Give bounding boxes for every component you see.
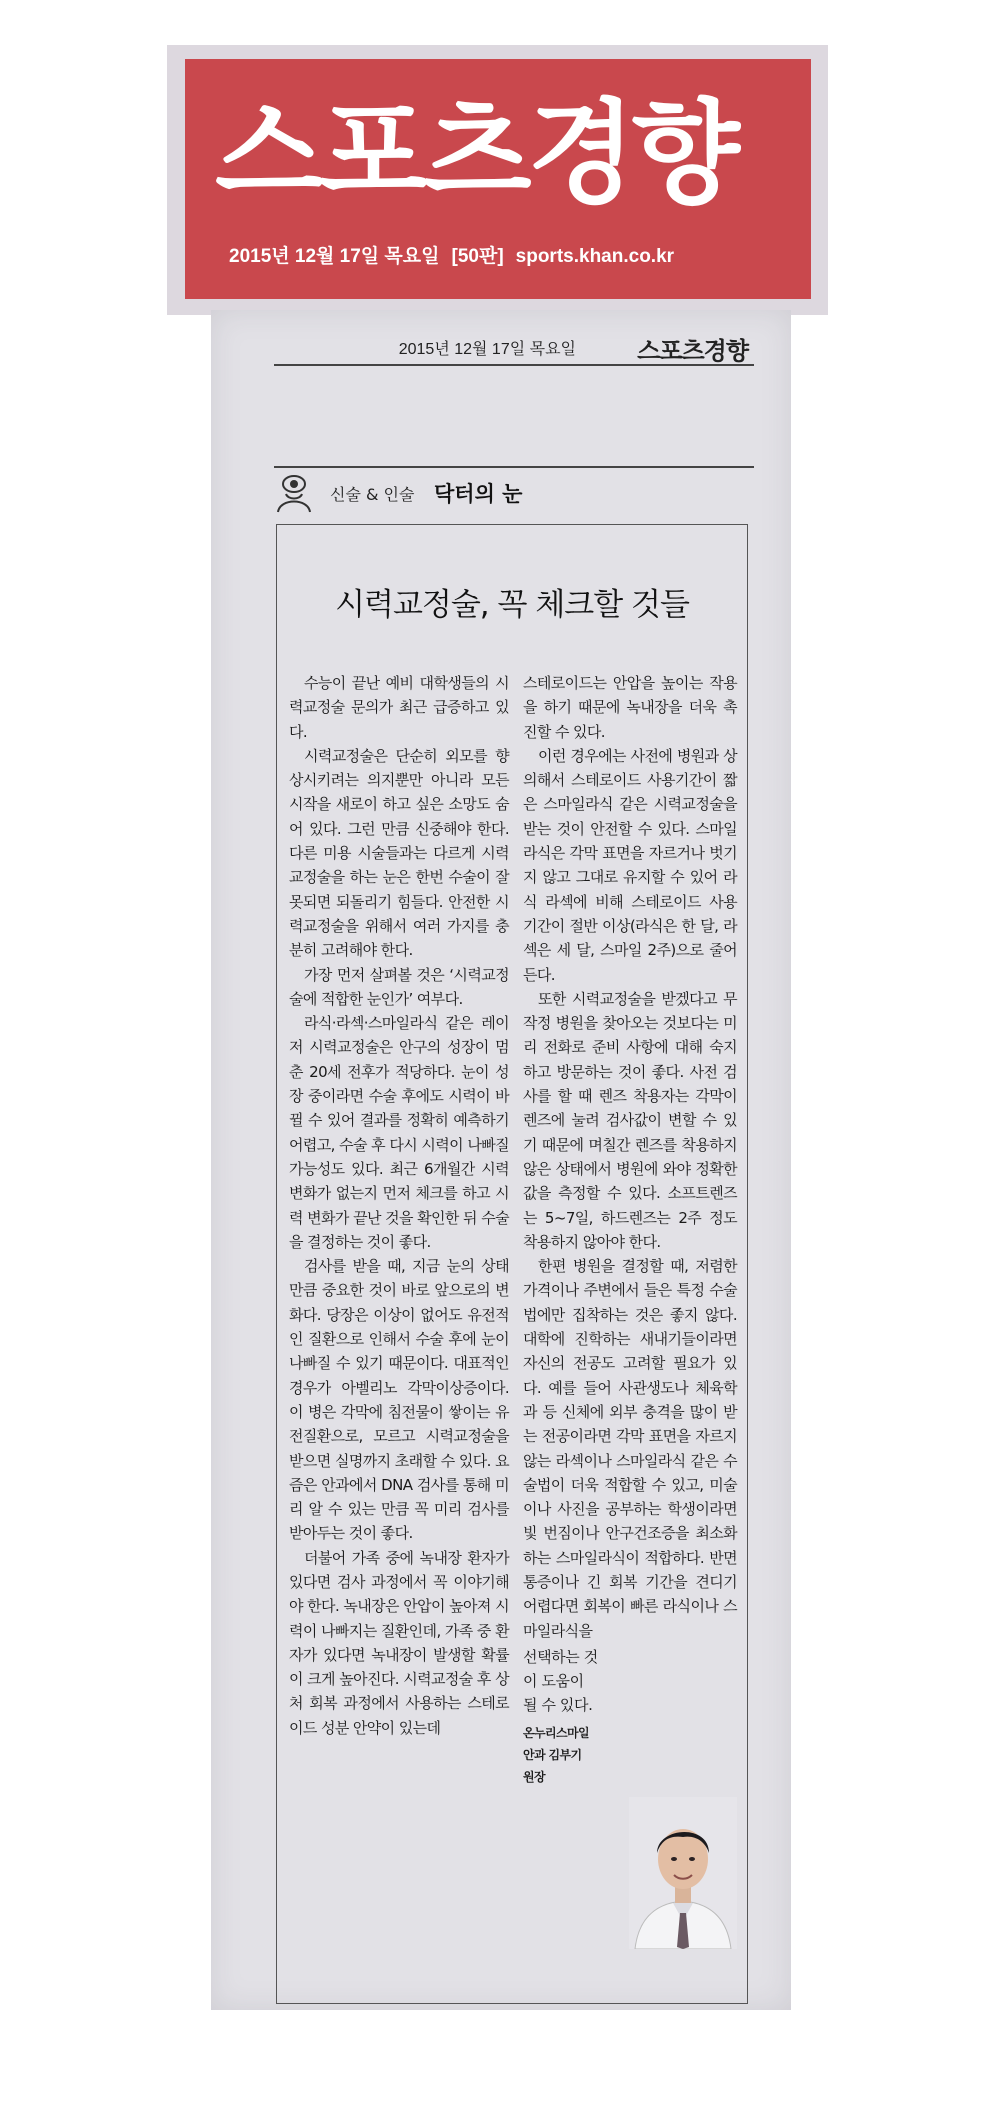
article-paragraph: 라식·라섹·스마일라식 같은 레이저 시력교정술은 안구의 성장이 멈춘 20세 전후가 적당하다. 눈이 성장 중이라면 수술 후에도 시력이 바뀔 수 있어 결과를 정확히 예측하기 어렵고, 수술 후 다시 시력이 나빠질 가능성도 있다. 최근 6개월간 시력 변화가 없는지 먼저 체크를 하고 시력 변화가 끝난 것을 확인한 뒤 수술을 결정하는 것이 좋다. (289, 1014, 509, 1251)
masthead-logo: 스포츠경향 (215, 89, 736, 219)
article-paragraph: 스테로이드는 안압을 높이는 작용을 하기 때문에 녹내장을 더욱 촉진할 수 있다. (523, 674, 737, 741)
article-paragraph: 검사를 받을 때, 지금 눈의 상태만큼 중요한 것이 바로 앞으로의 변화다. 당장은 이상이 없어도 유전적인 질환으로 인해서 수술 후에 눈이 나빠질 수 있기 때문이다. 대표적인 경우가 아벨리노 각막이상증이다. 이 병은 각막에 침전물이 쌓이는 유전질환으로, 모르고 시력교정술을 받으면 실명까지 초래할 수 있다. 요즘은 안과에서 DNA 검사를 통해 미리 알 수 있는 만큼 꼭 미리 검사를 받아두는 것이 좋다. (289, 1257, 509, 1543)
masthead-date: 2015년 12월 17일 목요일 (229, 246, 440, 267)
masthead-url: sports.khan.co.kr (515, 246, 675, 267)
eye-doctor-icon (274, 472, 314, 514)
article-headline: 시력교정술, 꼭 체크할 것들 (335, 587, 689, 623)
masthead-red-block (185, 59, 811, 299)
column-name: 닥터의 눈 (434, 482, 523, 506)
masthead-edition: [50판] (451, 246, 504, 267)
page-date: 2015년 12월 17일 목요일 (398, 341, 576, 358)
article-box (276, 524, 748, 2004)
closing-line: 선택하는 것 (523, 1647, 598, 1666)
masthead-banner (167, 45, 828, 315)
article-closing (523, 1645, 623, 1718)
article-column-right (523, 671, 737, 1788)
byline-clinic: 온누리스마일 (523, 1725, 589, 1740)
article-paragraph: 수능이 끝난 예비 대학생들의 시력교정술 문의가 최근 급증하고 있다. (289, 674, 509, 741)
article-paragraph: 또한 시력교정술을 받겠다고 무작정 병원을 찾아오는 것보다는 미리 전화로 준비 사항에 대해 숙지하고 방문하는 것이 좋다. 사전 검사를 할 때 렌즈 착용자는 각막이 렌즈에 눌려 검사값이 변할 수 있기 때문에 며칠간 렌즈를 착용하지 않은 상태에서 병원에 와야 정확한 값을 측정할 수 있다. 소프트렌즈는 5~7일, 하드렌즈는 2주 정도 착용하지 않아야 한다. (523, 989, 737, 1251)
article-paragraph: 더불어 가족 중에 녹내장 환자가 있다면 검사 과정에서 꼭 이야기해야 한다. 녹내장은 안압이 높아져 시력이 나빠지는 질환인데, 가족 중 환자가 있다면 녹내장이 발생할 확률이 크게 높아진다. 시력교정술 후 상처 회복 과정에서 사용하는 스테로이드 성분 안약이 있는데 (289, 1548, 509, 1737)
byline (523, 1722, 623, 1788)
article-column-left (289, 671, 509, 1740)
page-logo: 스포츠경향 (637, 337, 748, 365)
page-header (274, 330, 754, 366)
byline-name: 안과 김부기 (523, 1747, 582, 1762)
closing-line: 이 도움이 (523, 1672, 584, 1691)
author-portrait-photo (629, 1797, 737, 1949)
article-paragraph: 한편 병원을 결정할 때, 저렴한 가격이나 주변에서 들은 특정 수술법에만 집착하는 것은 좋지 않다. 대학에 진학하는 새내기들이라면 자신의 전공도 고려할 필요가 있다. 예를 들어 사관생도나 체육학과 등 신체에 외부 충격을 많이 받는 전공이라면 각막 표면을 자르지 않는 라섹이나 스마일라식 같은 수술법이 더욱 적합할 수 있고, 미술이나 사진을 공부하는 학생이라면 빛 번짐이나 안구건조증을 최소화하는 스마일라식이 적합하다. 반면 통증이나 긴 회복 기간을 견디기 어렵다면 회복이 빠른 라식이나 스마일라식을 (523, 1257, 737, 1640)
closing-line: 될 수 있다. (523, 1696, 593, 1715)
article-paragraph: 가장 먼저 살펴볼 것은 ‘시력교정술에 적합한 눈인가’ 여부다. (289, 965, 509, 1008)
byline-title: 원장 (523, 1769, 545, 1784)
column-header (274, 466, 754, 514)
article-paragraph: 시력교정술은 단순히 외모를 향상시키려는 의지뿐만 아니라 모든 시작을 새로이 하고 싶은 소망도 숨어 있다. 그런 만큼 신중해야 한다. 다른 미용 시술들과는 다르게 시력교정술을 하는 눈은 한번 수술이 잘못되면 되돌리기 힘들다. 안전한 시력교정술을 위해서 여러 가지를 충분히 고려해야 한다. (289, 746, 509, 960)
article-paragraph: 이런 경우에는 사전에 병원과 상의해서 스테로이드 사용기간이 짧은 스마일라식 같은 시력교정술을 받는 것이 안전할 수 있다. 스마일라식은 각막 표면을 자르거나 벗기지 않고 그대로 유지할 수 있어 라식 라섹에 비해 스테로이드 사용 기간이 절반 이상(라식은 한 달, 라섹은 세 달, 스마일 2주)으로 줄어든다. (523, 746, 737, 984)
column-category: 신술 & 인술 (330, 485, 415, 504)
masthead-info (229, 241, 686, 268)
